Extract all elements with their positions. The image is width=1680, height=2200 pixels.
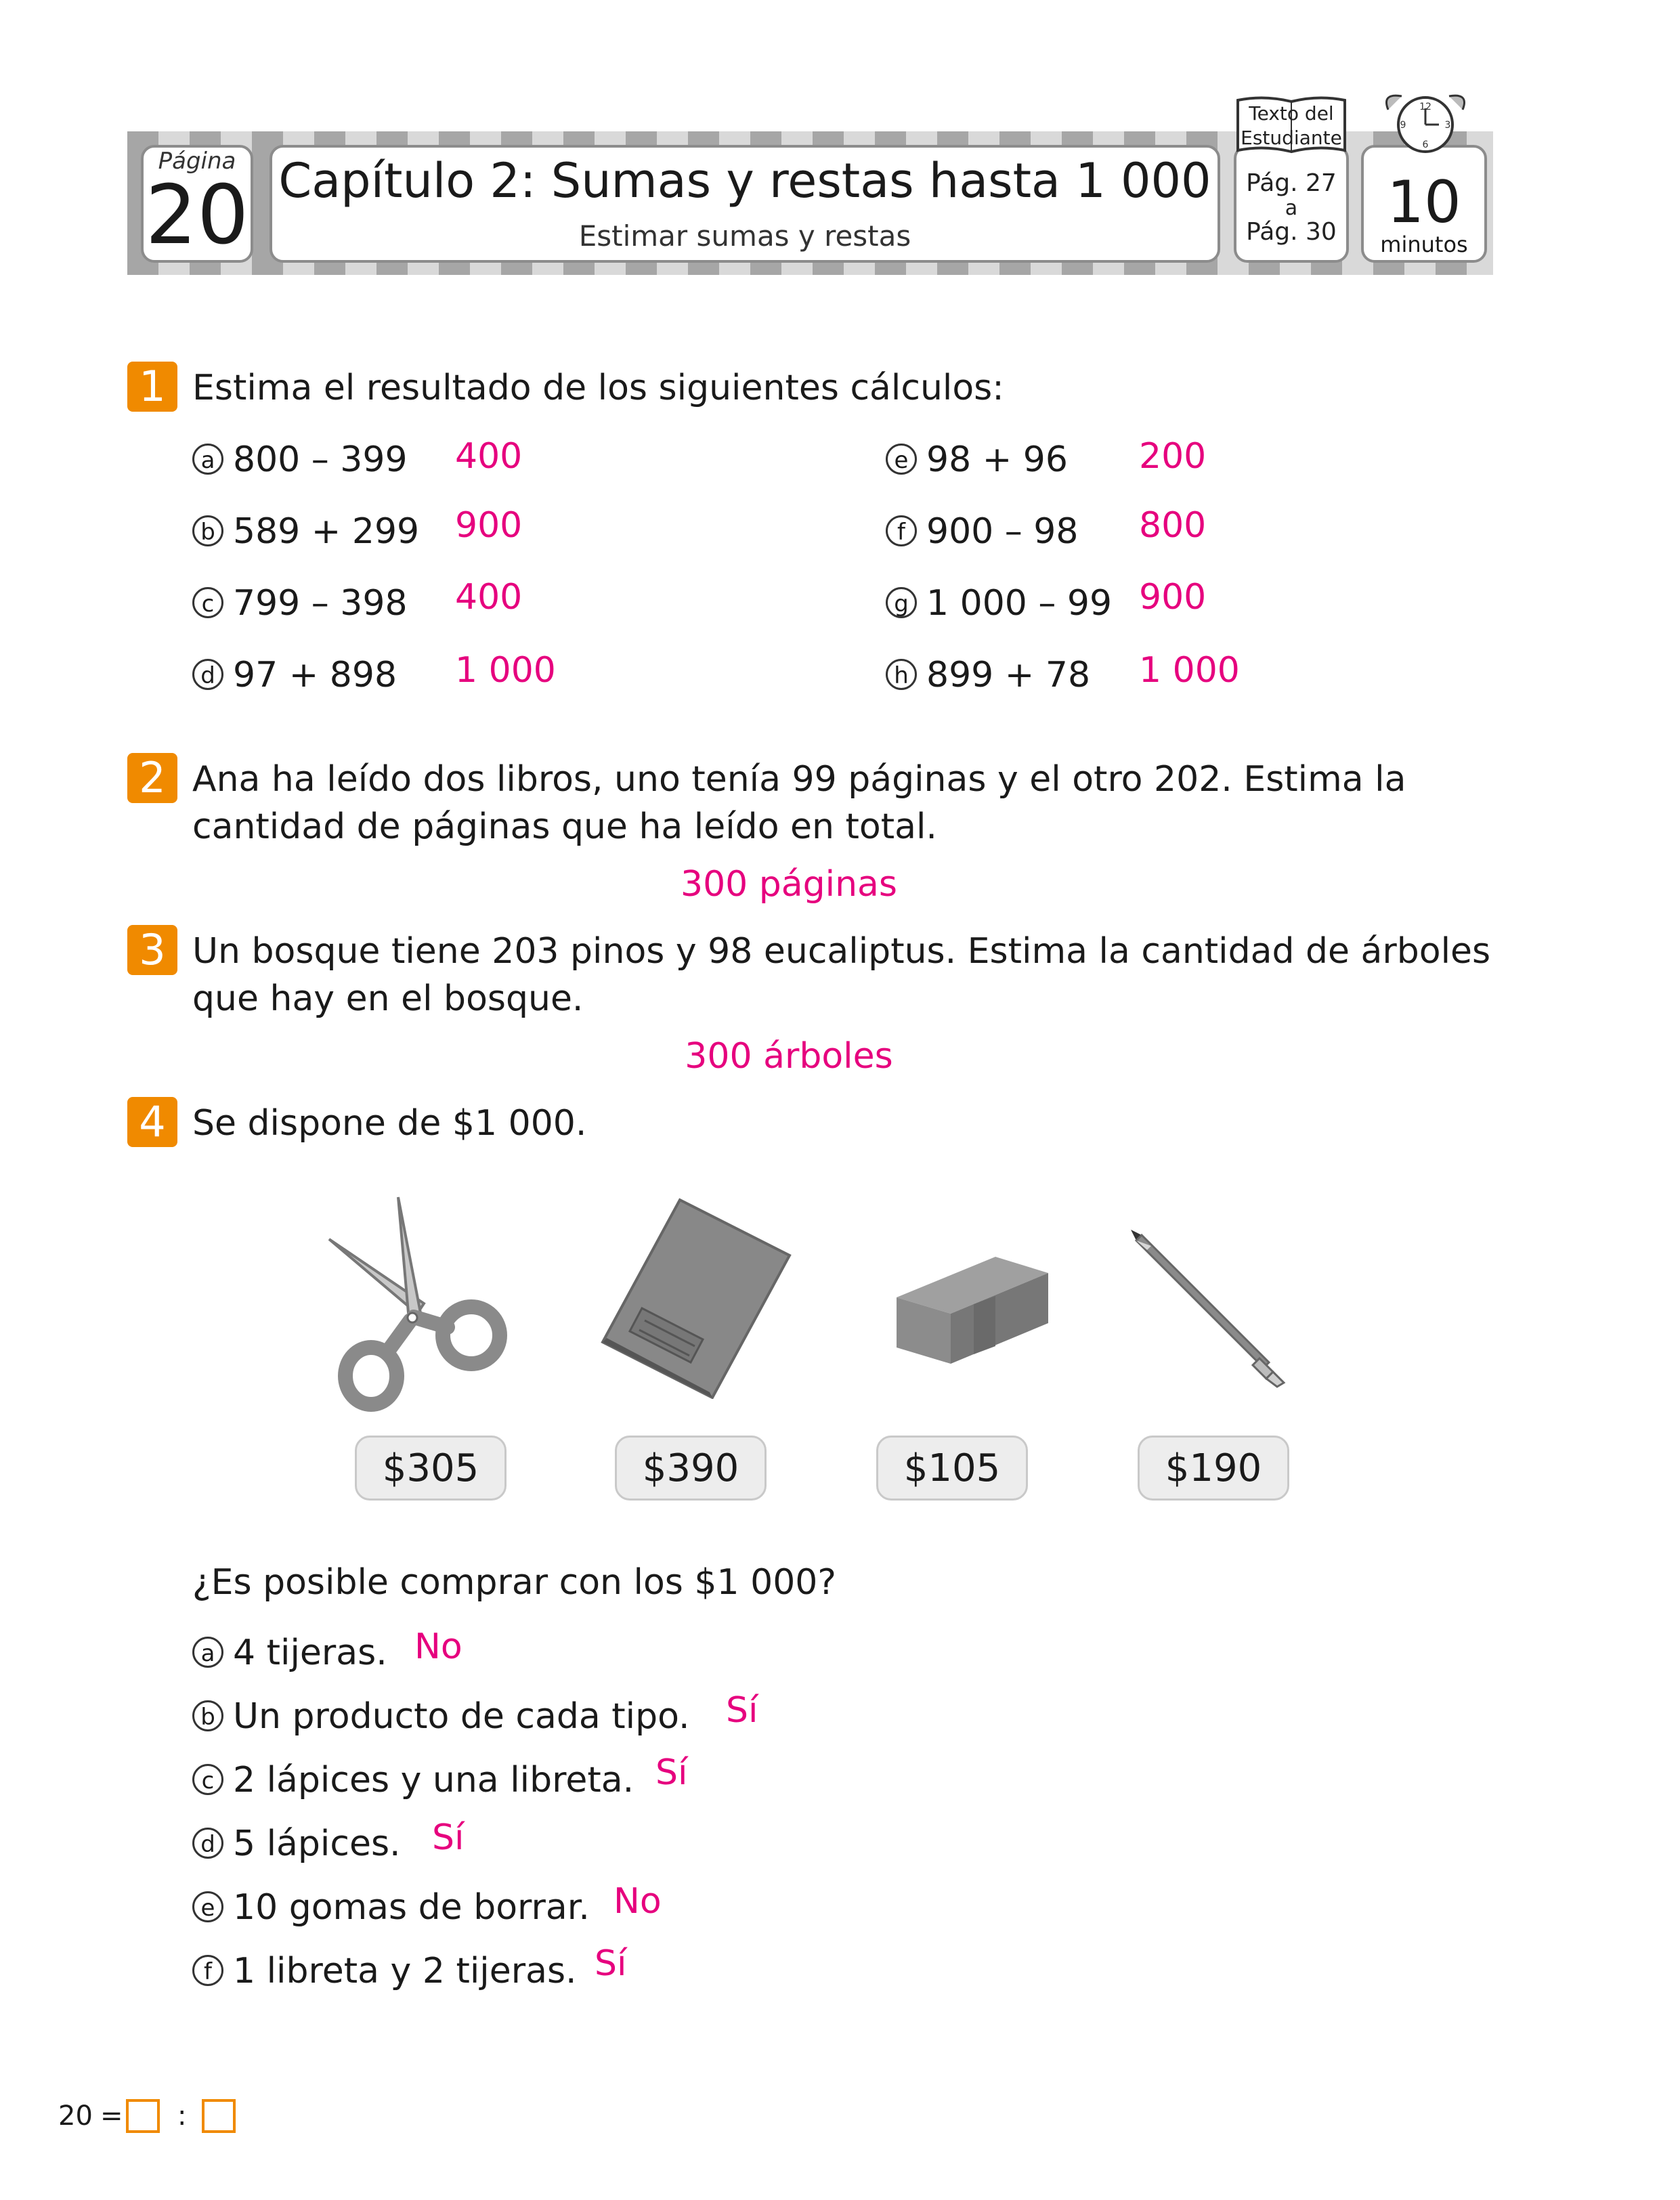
page-number: 20	[145, 169, 249, 263]
exercise-4-badge: 4	[127, 1097, 177, 1147]
item-text: 1 libreta y 2 tijeras.	[233, 1951, 577, 1991]
exercise-1-item-e	[886, 436, 1068, 483]
page-label: Página	[158, 148, 236, 175]
exercise-1-item-h	[886, 651, 1090, 699]
letter-circle: g	[886, 587, 917, 618]
footer-page-number: 20	[58, 2100, 93, 2132]
footer-colon: :	[177, 2100, 187, 2132]
textbook-label: Texto del Estudiante	[1241, 102, 1342, 149]
footer-box-left	[126, 2099, 160, 2133]
price-tag-notebook: $390	[615, 1436, 767, 1501]
letter-circle: h	[886, 659, 917, 690]
time-value: 10	[1387, 169, 1461, 236]
answer-1a: 400	[455, 436, 523, 477]
letter-circle: d	[192, 659, 223, 690]
letter-circle: c	[192, 587, 223, 618]
calc-expression: 800 – 399	[233, 439, 408, 480]
item-text: 5 lápices.	[233, 1824, 401, 1864]
price-tag-eraser: $105	[876, 1436, 1028, 1501]
price-tag-pencil: $190	[1138, 1436, 1289, 1501]
reference-from: Pág. 27	[1246, 169, 1337, 197]
answer-4a: No	[414, 1626, 462, 1667]
exercise-2-badge: 2	[127, 753, 177, 803]
eraser-icon	[894, 1254, 1051, 1366]
answer-1d: 1 000	[455, 650, 556, 691]
exercise-2-line-2: cantidad de páginas que ha leído en total.	[192, 806, 937, 847]
exercise-4-statement: Se dispone de $1 000.	[192, 1103, 587, 1144]
exercise-2-line-1: Ana ha leído dos libros, uno tenía 99 páginas y el otro 202. Estima la	[192, 759, 1406, 800]
letter-circle: c	[192, 1764, 223, 1795]
answer-1b: 900	[455, 505, 523, 546]
exercise-4-question: ¿Es posible comprar con los $1 000?	[192, 1562, 836, 1603]
exercise-1-item-a	[192, 436, 408, 483]
chapter-title: Capítulo 2: Sumas y restas hasta 1 000	[278, 153, 1211, 209]
svg-text:3: 3	[1444, 120, 1451, 131]
answer-4d: Sí	[432, 1817, 465, 1858]
footer-equals: =	[100, 2100, 123, 2132]
calc-expression: 899 + 78	[926, 655, 1091, 695]
exercise-4-item-a	[192, 1629, 387, 1677]
answer-1h: 1 000	[1139, 650, 1240, 691]
item-text: 4 tijeras.	[233, 1633, 387, 1673]
letter-circle: b	[192, 515, 223, 546]
pencil-icon	[1127, 1226, 1289, 1388]
calc-expression: 900 – 98	[926, 511, 1079, 552]
answer-1g: 900	[1139, 577, 1207, 618]
footer-box-right	[202, 2099, 236, 2133]
exercise-1-item-g	[886, 580, 1112, 627]
svg-text:12: 12	[1419, 102, 1431, 112]
exercise-1-badge: 1	[127, 362, 177, 412]
calc-expression: 97 + 898	[233, 655, 397, 695]
price-tag-scissors: $305	[355, 1436, 507, 1501]
exercise-1-item-f	[886, 508, 1078, 555]
letter-circle: b	[192, 1700, 223, 1731]
exercise-3-answer: 300 árboles	[685, 1036, 893, 1077]
letter-circle: d	[192, 1828, 223, 1859]
exercise-4-item-d	[192, 1820, 401, 1868]
letter-circle: a	[192, 444, 223, 475]
reference-to: Pág. 30	[1246, 218, 1337, 246]
alarm-clock-icon	[1375, 89, 1476, 164]
exercise-4-item-c	[192, 1756, 634, 1804]
calc-expression: 98 + 96	[926, 439, 1068, 480]
letter-circle: f	[886, 515, 917, 546]
exercise-4-item-b	[192, 1693, 690, 1740]
letter-circle: a	[192, 1637, 223, 1668]
answer-4e: No	[613, 1881, 662, 1922]
lesson-subtitle: Estimar sumas y restas	[578, 219, 911, 253]
exercise-1-item-d	[192, 651, 397, 699]
reference-a: a	[1285, 196, 1298, 220]
exercise-4-item-e	[192, 1884, 590, 1931]
letter-circle: f	[192, 1955, 223, 1986]
svg-text:9: 9	[1400, 120, 1406, 131]
calc-expression: 799 – 398	[233, 583, 408, 624]
answer-4b: Sí	[726, 1690, 758, 1731]
calc-expression: 589 + 299	[233, 511, 420, 552]
exercise-3-badge: 3	[127, 925, 177, 975]
calc-expression: 1 000 – 99	[926, 583, 1113, 624]
scissors-icon	[322, 1192, 519, 1415]
exercise-3-line-1: Un bosque tiene 203 pinos y 98 eucaliptus. Estima la cantidad de árboles	[192, 931, 1491, 972]
svg-text:6: 6	[1422, 139, 1429, 150]
item-text: 10 gomas de borrar.	[233, 1887, 590, 1928]
time-unit: minutos	[1380, 232, 1468, 257]
notebook-icon	[599, 1194, 792, 1399]
letter-circle: e	[886, 444, 917, 475]
exercise-1-item-c	[192, 580, 408, 627]
item-text: Un producto de cada tipo.	[233, 1696, 690, 1737]
answer-1c: 400	[455, 577, 523, 618]
exercise-1-item-b	[192, 508, 419, 555]
answer-4f: Sí	[595, 1943, 627, 1984]
letter-circle: e	[192, 1891, 223, 1922]
answer-1e: 200	[1139, 436, 1207, 477]
answer-1f: 800	[1139, 505, 1207, 546]
exercise-2-answer: 300 páginas	[680, 864, 898, 905]
exercise-4-item-f	[192, 1947, 577, 1995]
item-text: 2 lápices y una libreta.	[233, 1760, 634, 1800]
exercise-1-instruction: Estima el resultado de los siguientes cálculos:	[192, 368, 1004, 408]
exercise-3-line-2: que hay en el bosque.	[192, 978, 584, 1019]
answer-4c: Sí	[655, 1752, 688, 1793]
